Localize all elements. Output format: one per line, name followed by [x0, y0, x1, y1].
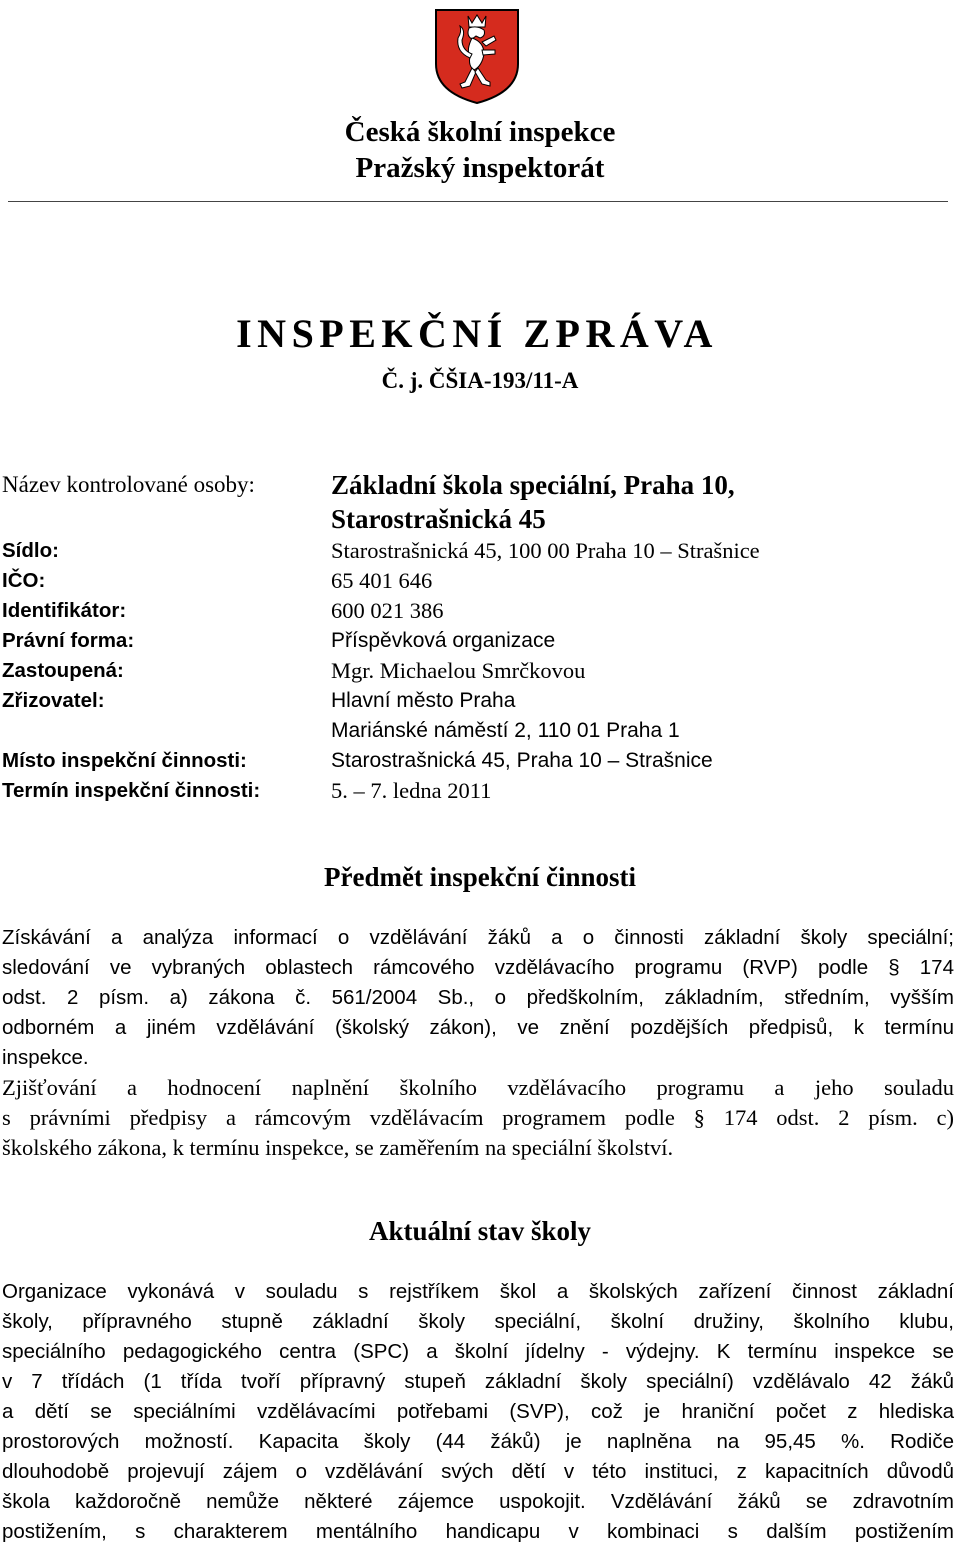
founder-value-line1: Hlavní město Praha — [331, 689, 516, 712]
paragraph-line: inspekce. — [2, 1046, 89, 1069]
paragraph-line: Získávání a analýza informací o vzdělávání žáků a o činnosti základní školy speciální; — [2, 926, 954, 949]
paragraph-line: postižením, s charakterem mentálního handicapu v kombinaci s dalším postižením — [2, 1520, 954, 1543]
paragraph-line: speciálního pedagogického centra (SPC) a školní jídelny - výdejny. K termínu inspekce se — [2, 1340, 954, 1363]
paragraph-line: Organizace vykonává v souladu s rejstříkem škol a školských zařízení činnost základní — [2, 1280, 954, 1303]
organization-name: Česká školní inspekce — [344, 116, 616, 148]
paragraph-line: školského zákona, k termínu inspekce, se zaměřením na speciální školství. — [2, 1135, 674, 1160]
legal-form-label: Právní forma: — [2, 629, 135, 652]
name-value-line1: Základní škola speciální, Praha 10, — [331, 470, 735, 500]
founder-label: Zřizovatel: — [2, 689, 105, 712]
ico-label: IČO: — [2, 569, 46, 592]
founder-value-line2: Mariánské náměstí 2, 110 01 Praha 1 — [331, 719, 680, 742]
legal-form-value: Příspěvková organizace — [331, 629, 556, 652]
seat-label: Sídlo: — [2, 539, 59, 562]
name-value-line2: Starostrašnická 45 — [331, 504, 546, 534]
paragraph-line: odst. 2 písm. a) zákona č. 561/2004 Sb., o předškolním, základním, středním, vyšším — [2, 986, 954, 1009]
status-heading: Aktuální stav školy — [368, 1216, 592, 1246]
paragraph-line: prostorových možností. Kapacita školy (44 žáků) je naplněna na 95,45 %. Rodiče — [2, 1430, 954, 1453]
paragraph-line: odborném a jiném vzdělávání (školský zákon), ve znění pozdějších předpisů, k termínu — [2, 1016, 954, 1039]
seat-value: Starostrašnická 45, 100 00 Praha 10 – Strašnice — [331, 538, 760, 563]
header-divider — [8, 201, 948, 202]
place-value: Starostrašnická 45, Praha 10 – Strašnice — [331, 749, 713, 772]
ico-value: 65 401 646 — [331, 568, 433, 593]
inspectorate-name: Pražský inspektorát — [355, 152, 605, 184]
czech-lion-crest-icon — [432, 6, 522, 106]
paragraph-line: s právními předpisy a rámcovým vzdělávacím programem podle § 174 odst. 2 písm. c) — [2, 1105, 954, 1130]
subject-paragraph-2 — [2, 1073, 954, 1163]
represented-label: Zastoupená: — [2, 659, 124, 682]
report-title: INSPEKČNÍ ZPRÁVA — [236, 311, 718, 356]
paragraph-line: v 7 třídách (1 třída tvoří přípravný stupeň základní školy speciální) vzdělávalo 42 žáků — [2, 1370, 954, 1393]
place-label: Místo inspekční činnosti: — [2, 749, 247, 772]
status-paragraph — [2, 1277, 954, 1547]
paragraph-line: škola každoročně nemůže některé zájemce uspokojit. Vzdělávání žáků se zdravotním — [2, 1490, 954, 1513]
inspection-info-block — [0, 470, 960, 806]
reference-number: Č. j. ČŠIA-193/11-A — [381, 368, 579, 393]
subject-heading: Předmět inspekční činnosti — [323, 862, 636, 892]
date-value: 5. – 7. ledna 2011 — [331, 778, 492, 803]
identifier-value: 600 021 386 — [331, 598, 444, 623]
paragraph-line: Zjišťování a hodnocení naplnění školního vzdělávacího programu a jeho souladu — [2, 1075, 954, 1100]
date-label: Termín inspekční činnosti: — [2, 779, 261, 802]
identifier-label: Identifikátor: — [2, 599, 127, 622]
paragraph-line: sledování ve vybraných oblastech rámcového vzdělávacího programu (RVP) podle § 174 — [2, 956, 954, 979]
represented-value: Mgr. Michaelou Smrčkovou — [331, 658, 586, 683]
subject-paragraph-1 — [2, 923, 954, 1073]
paragraph-line: a dětí se speciálními vzdělávacími potřebami (SVP), což je hraniční počet z hlediska — [2, 1400, 954, 1423]
paragraph-line: školy, přípravného stupně základní školy speciální, školní družiny, školního klubu, — [2, 1310, 954, 1333]
name-label: Název kontrolované osoby: — [2, 472, 255, 497]
paragraph-line: dlouhodobě projevují zájem o vzdělávání svých dětí v této instituci, z kapacitních důvodů — [2, 1460, 954, 1483]
